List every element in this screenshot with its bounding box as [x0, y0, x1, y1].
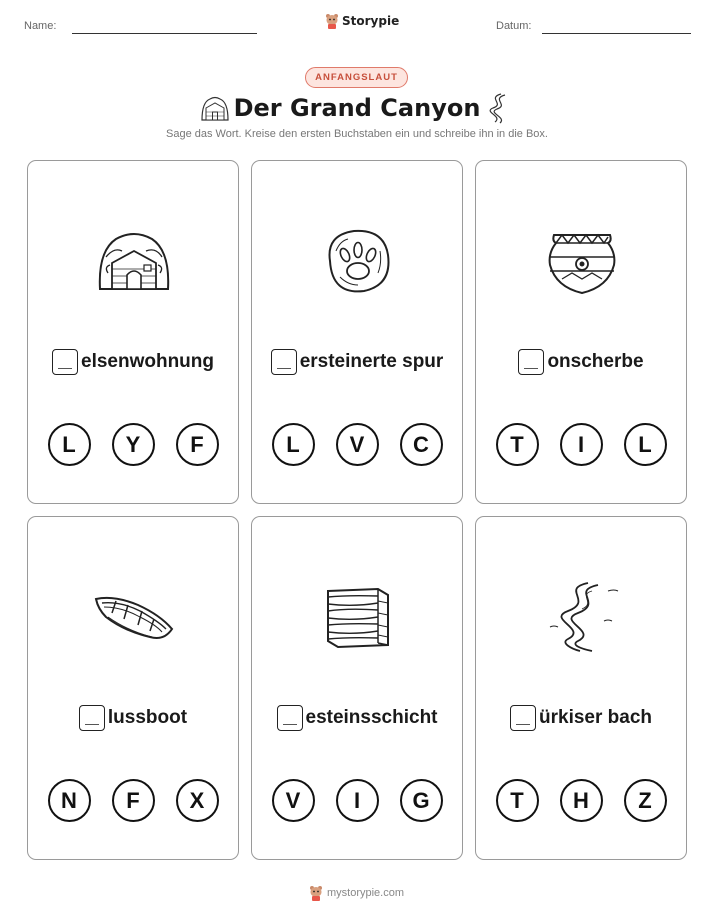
letter-option[interactable]: C: [400, 423, 443, 466]
letter-option[interactable]: H: [560, 779, 603, 822]
brand-name: Storypie: [342, 14, 400, 28]
date-line[interactable]: [542, 33, 691, 34]
word-card: [27, 160, 239, 504]
word-text: onscherbe: [547, 351, 644, 372]
answer-box[interactable]: [510, 705, 536, 731]
letter-option[interactable]: I: [336, 779, 379, 822]
footer: [309, 885, 404, 901]
word-text: esteinsschicht: [305, 707, 438, 728]
letter-option[interactable]: X: [176, 779, 219, 822]
word-text: ersteinerte spur: [299, 351, 444, 372]
letter-option[interactable]: L: [48, 423, 91, 466]
word-card: [475, 516, 687, 860]
page-title: Der Grand Canyon: [233, 94, 481, 122]
answer-box[interactable]: [79, 705, 105, 731]
answer-box[interactable]: [518, 349, 544, 375]
word-text: elsenwohnung: [81, 351, 214, 372]
letter-option[interactable]: V: [272, 779, 315, 822]
fossil-footprint-icon: [318, 221, 398, 301]
date-label: Datum:: [496, 20, 532, 32]
cliff-dwelling-icon: [94, 221, 174, 301]
river-boat-icon: [94, 577, 174, 657]
letter-option[interactable]: I: [560, 423, 603, 466]
name-label: Name:: [24, 20, 57, 32]
word-card: [251, 160, 463, 504]
word-text: lussboot: [107, 707, 188, 728]
answer-box[interactable]: [277, 705, 303, 731]
word-card: [475, 160, 687, 504]
instructions: Sage das Wort. Kreise den ersten Buchstaben ein und schreibe ihn in die Box.: [166, 128, 548, 140]
letter-option[interactable]: T: [496, 423, 539, 466]
answer-box[interactable]: [271, 349, 297, 375]
name-line[interactable]: [72, 33, 257, 34]
answer-box[interactable]: [52, 349, 78, 375]
letter-option[interactable]: Z: [624, 779, 667, 822]
word-card: [27, 516, 239, 860]
category-badge: ANFANGSLAUT: [305, 67, 408, 88]
clay-pot-icon: [542, 221, 622, 301]
rock-layer-icon: [318, 577, 398, 657]
winding-river-icon: [542, 577, 622, 657]
word-card: [251, 516, 463, 860]
word-text: ürkiser bach: [539, 707, 652, 728]
winding-river-icon: [483, 92, 511, 124]
letter-option[interactable]: G: [400, 779, 443, 822]
mascot-icon: [309, 885, 323, 901]
letter-option[interactable]: N: [48, 779, 91, 822]
letter-option[interactable]: L: [272, 423, 315, 466]
letter-option[interactable]: T: [496, 779, 539, 822]
letter-option[interactable]: F: [176, 423, 219, 466]
mascot-icon: [325, 13, 339, 29]
brand-logo: [325, 13, 399, 29]
footer-url[interactable]: mystorypie.com: [327, 887, 405, 899]
letter-option[interactable]: Y: [112, 423, 155, 466]
letter-option[interactable]: F: [112, 779, 155, 822]
letter-option[interactable]: L: [624, 423, 667, 466]
letter-option[interactable]: V: [336, 423, 379, 466]
